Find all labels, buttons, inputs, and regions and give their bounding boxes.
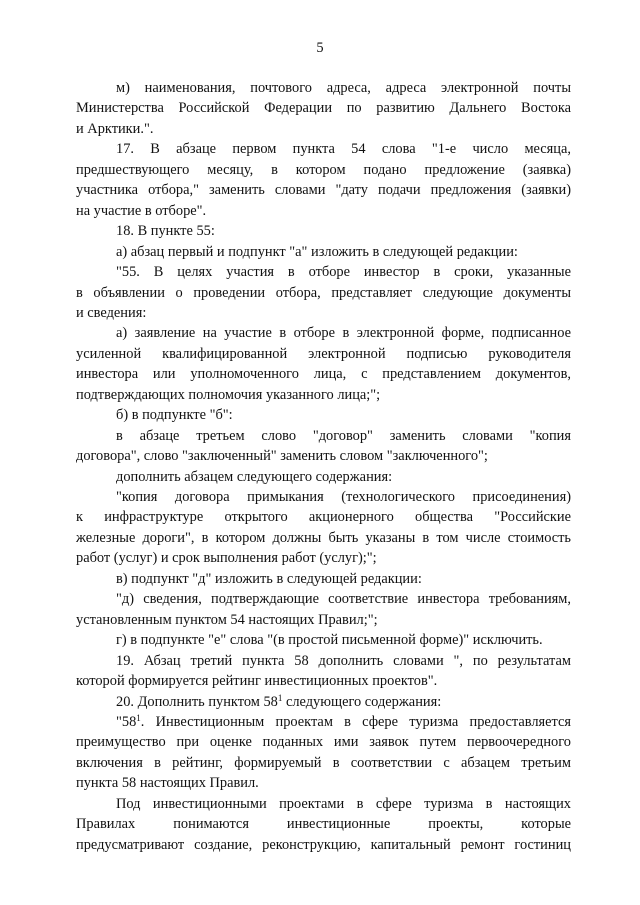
superscript: 1 (277, 692, 283, 703)
text-segment: работ (услуг) и срок выполнения работ (услуг);"; (76, 550, 377, 567)
text-line (76, 610, 571, 630)
text-line (76, 773, 571, 793)
text-line (76, 630, 571, 650)
text-line (76, 528, 571, 548)
text-segment: пункта 58 настоящих Правил. (76, 775, 259, 792)
text-line (76, 569, 571, 589)
text-segment: Под инвестиционными проектами в сфере туризма в настоящих (116, 795, 571, 812)
text-line (76, 814, 571, 834)
text-segment: и Арктики.". (76, 120, 154, 137)
text-line (76, 344, 571, 364)
text-segment: г) в подпункте "е" слова "(в простой письменной форме)" исключить. (116, 632, 543, 649)
page-number: 5 (316, 40, 324, 56)
text-line (76, 139, 571, 159)
text-line (76, 323, 571, 343)
text-segment: участника отбора," заменить словами "дату подачи предложения (заявки) (76, 182, 571, 199)
text-segment: на участие в отборе". (76, 202, 207, 219)
superscript: 1 (136, 712, 141, 723)
text-segment: "д) сведения, подтверждающие соответствие инвестора требованиям, (116, 591, 571, 608)
text-segment: подтверждающих полномочия указанного лица;"; (76, 386, 381, 403)
text-line (76, 426, 571, 446)
text-line (76, 589, 571, 609)
text-line (76, 98, 571, 118)
text-line (76, 712, 571, 732)
text-segment: . Инвестиционным проектам в сфере туризма предоставляется (140, 713, 571, 730)
text-line (76, 119, 571, 139)
text-line (76, 385, 571, 405)
text-line (76, 446, 571, 466)
text-line (76, 671, 571, 691)
text-line (76, 487, 571, 507)
text-segment: 17. В абзаце первом пункта 54 слова "1-е число месяца, (116, 141, 571, 158)
text-segment: железные дороги", в котором должны быть указаны в том числе стоимость (76, 529, 571, 546)
text-segment: договора", слово "заключенный" заменить словом "заключенного"; (76, 448, 488, 465)
text-line (76, 405, 571, 425)
text-line (76, 262, 571, 282)
text-segment: 19. Абзац третий пункта 58 дополнить словами ", по результатам (116, 652, 571, 669)
text-segment: "55. В целях участия в отборе инвестор в сроки, указанные (116, 264, 571, 281)
text-line (76, 692, 571, 712)
text-line (76, 651, 571, 671)
text-line (76, 283, 571, 303)
text-segment: следующего содержания: (282, 693, 442, 710)
text-segment: "копия договора примыкания (технологического присоединения) (116, 489, 571, 505)
text-segment: установленным пунктом 54 настоящих Правил;"; (76, 611, 378, 628)
text-line (76, 467, 571, 487)
text-segment: в абзаце третьем слово "договор" заменить словами "копия (116, 427, 571, 444)
text-line (76, 794, 571, 814)
text-line (76, 753, 571, 773)
text-line (76, 180, 571, 200)
text-segment: в объявлении о проведении отбора, представляет следующие документы (76, 284, 571, 301)
text-line (76, 221, 571, 241)
text-line (76, 78, 571, 98)
text-segment: усиленной квалифицированной электронной подписью руководителя (76, 345, 571, 362)
text-segment: б) в подпункте "б": (116, 407, 233, 424)
text-line (76, 732, 571, 752)
text-segment: преимущество при оценке поданных ими заявок путем первоочередного (76, 734, 571, 751)
text-line (76, 507, 571, 527)
text-line (76, 548, 571, 568)
text-segment: дополнить абзацем следующего содержания: (116, 468, 393, 485)
text-line (76, 242, 571, 262)
text-segment: Правилах понимаются инвестиционные проекты, которые (76, 816, 571, 833)
text-segment: предшествующего месяцу, в котором подано предложение (заявка) (76, 161, 571, 178)
text-line (76, 364, 571, 384)
text-segment: инвестора или уполномоченного лица, с представлением документов, (76, 366, 571, 383)
text-segment: "58 (116, 713, 137, 730)
text-segment: 18. В пункте 55: (116, 223, 215, 240)
text-segment: м) наименования, почтового адреса, адреса электронной почты (116, 80, 571, 96)
text-line (76, 201, 571, 221)
text-line (76, 303, 571, 323)
text-segment: Министерства Российской Федерации по развитию Дальнего Востока (76, 100, 571, 117)
text-segment: которой формируется рейтинг инвестиционных проектов". (76, 673, 438, 690)
text-segment: 20. Дополнить пунктом 58 (116, 693, 278, 710)
text-segment: и сведения: (76, 304, 147, 321)
text-segment: к инфраструктуре открытого акционерного общества "Российские (76, 509, 571, 526)
text-segment: а) заявление на участие в отборе в электронной форме, подписанное (116, 325, 571, 342)
text-segment: а) абзац первый и подпункт "а" изложить в следующей редакции: (116, 243, 518, 260)
text-segment: предусматривают создание, реконструкцию, капитальный ремонт гостиниц (76, 836, 571, 853)
text-line (76, 835, 571, 855)
text-segment: включения в рейтинг, формируемый в соответствии с абзацем третьим (76, 754, 571, 771)
text-segment: в) подпункт "д" изложить в следующей редакции: (116, 570, 422, 587)
text-line (76, 160, 571, 180)
